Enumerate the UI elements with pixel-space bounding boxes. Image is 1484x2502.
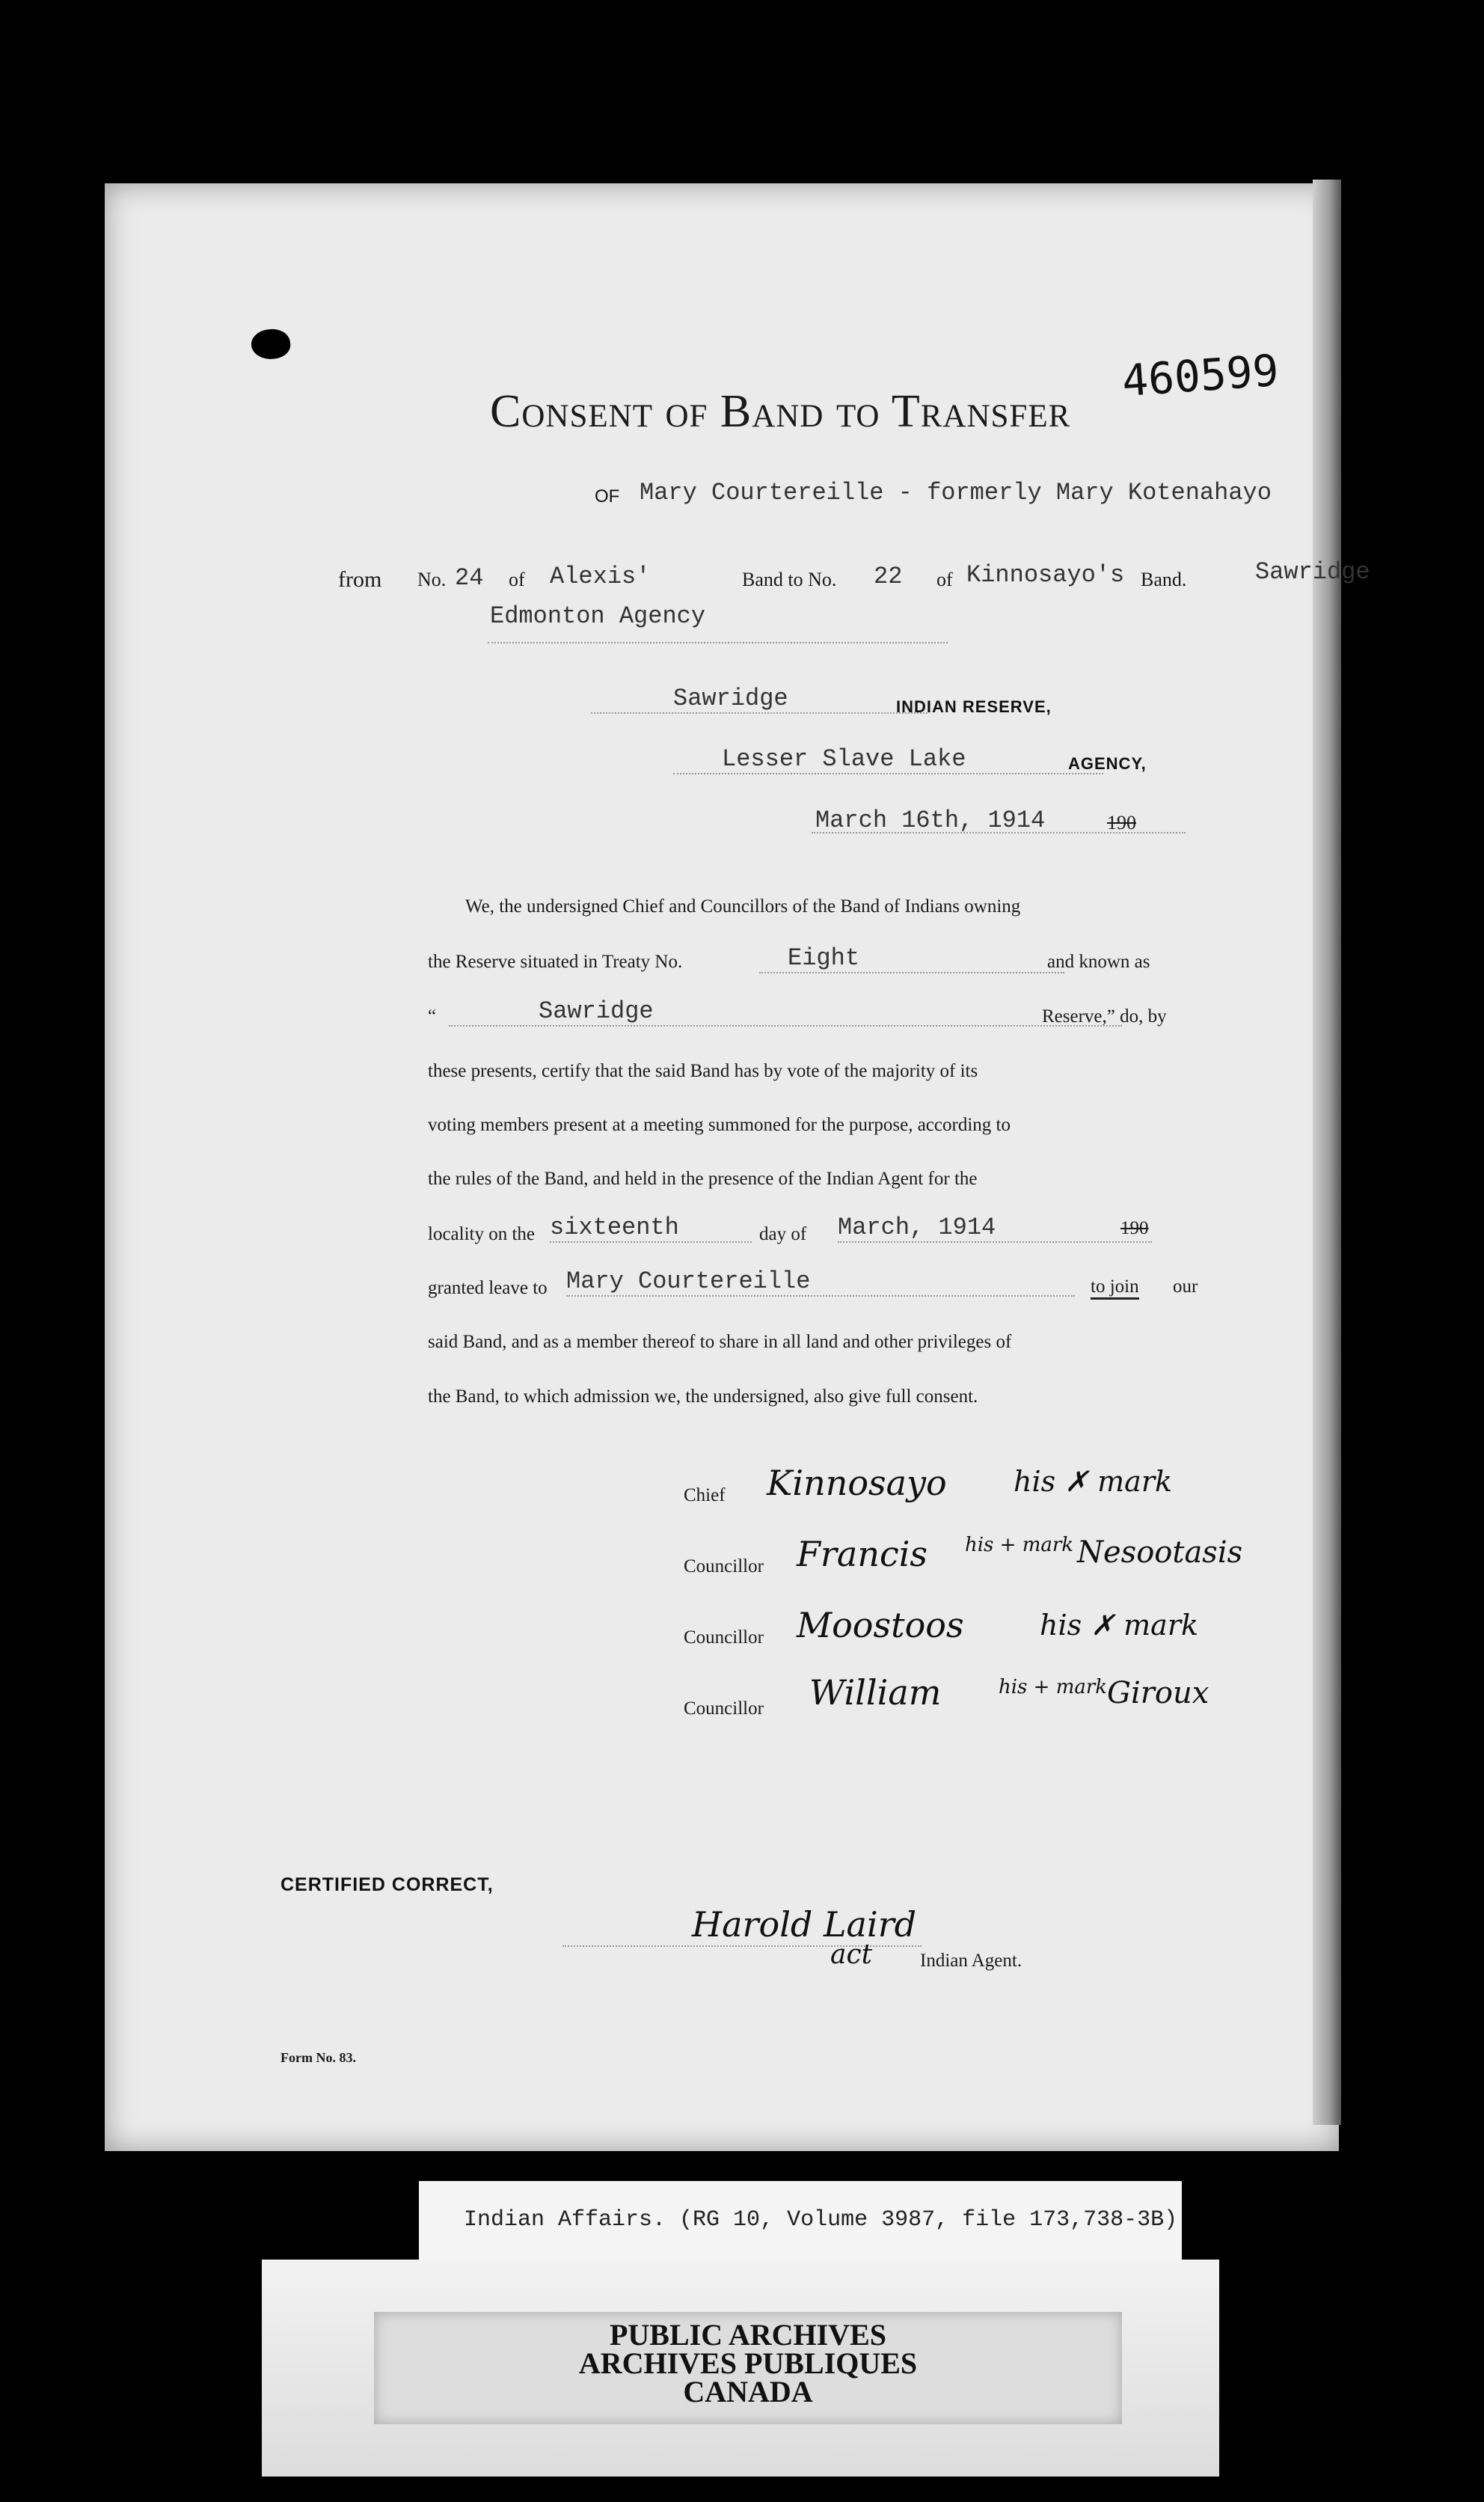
to-extra: Sawridge: [1255, 558, 1370, 586]
sig-role-chief: Chief: [684, 1485, 726, 1505]
sig-surname-councillor-3: Giroux: [1107, 1676, 1209, 1710]
file-number: 460599: [1120, 344, 1281, 407]
of-word-2: of: [936, 569, 953, 590]
body-line-2-post: and known as: [1047, 952, 1150, 972]
divider-dots: [488, 642, 948, 643]
meeting-day: sixteenth: [550, 1214, 752, 1243]
reference-label: [419, 2181, 1182, 2263]
document-title: Consent of Band to Transfer: [490, 386, 1071, 437]
of-label: OF: [595, 486, 620, 507]
body-line-6: the rules of the Band, and held in the presence of the Indian Agent for the: [428, 1169, 978, 1189]
from-label: from: [338, 567, 382, 592]
agency-label: AGENCY,: [1068, 754, 1147, 773]
reserve-label: INDIAN RESERVE,: [896, 697, 1052, 716]
from-band: Alexis': [550, 563, 651, 590]
join-text: to join: [1091, 1276, 1139, 1300]
sig-mark-chief: his ✗ mark: [1014, 1465, 1173, 1498]
agency-value: Lesser Slave Lake: [673, 745, 1103, 774]
body-line-7-pre: locality on the: [428, 1224, 536, 1244]
archive-line-2: ARCHIVES PUBLIQUES: [578, 2346, 918, 2380]
reference-text: Indian Affairs. (RG 10, Volume 3987, file 173,738-3B): [464, 2207, 1178, 2233]
archive-stamp: [262, 2260, 1219, 2477]
body-line-8-post: our: [1173, 1276, 1198, 1297]
sig-role-councillor-2: Councillor: [684, 1627, 764, 1648]
agent-signature: Harold Laird: [692, 1904, 917, 1945]
body-line-10: the Band, to which admission we, the undersigned, also give full consent.: [428, 1386, 978, 1407]
date-value: March 16th, 1914: [815, 807, 1046, 834]
sig-mark-councillor-3: his + mark: [999, 1676, 1108, 1698]
body-line-9: said Band, and as a member thereof to share in all land and other privileges of: [428, 1332, 1012, 1352]
agent-label: Indian Agent.: [920, 1951, 1022, 1971]
archive-inner: [374, 2312, 1122, 2424]
archive-line-3: CANADA: [683, 2375, 813, 2408]
sig-mark-councillor-1: his + mark: [965, 1534, 1074, 1556]
sig-name-chief: Kinnosayo: [767, 1463, 947, 1503]
body-line-4: these presents, certify that the said Band has by vote of the majority of its: [428, 1061, 978, 1081]
body-line-3-post: Reserve,” do, by: [1042, 1006, 1167, 1027]
sig-name-councillor-2: Moostoos: [797, 1605, 964, 1645]
body-line-1: We, the undersigned Chief and Councillors of the Band of Indians owning: [465, 896, 1021, 917]
reserve-value: Sawridge: [591, 685, 927, 714]
sig-role-councillor-1: Councillor: [684, 1556, 764, 1576]
of-value: Mary Courtereille - formerly Mary Kotenahayo: [640, 479, 1272, 507]
sig-role-councillor-3: Councillor: [684, 1698, 764, 1719]
to-no: 22: [874, 563, 903, 590]
meeting-suffix: 190: [1120, 1218, 1149, 1238]
from-agency: Edmonton Agency: [490, 602, 706, 630]
date-dots: [812, 832, 1186, 834]
sig-name-councillor-1: Francis: [797, 1534, 928, 1574]
granted-to: Mary Courtereille: [566, 1267, 1075, 1297]
date-suffix: 190: [1107, 812, 1136, 834]
reserve-name: Sawridge: [449, 997, 1122, 1027]
archive-line-1: PUBLIC ARCHIVES: [609, 2318, 887, 2352]
meeting-month: March, 1914: [838, 1214, 1152, 1243]
page-edge: [1313, 180, 1341, 2125]
form-number: Form No. 83.: [280, 2050, 356, 2065]
sig-name-councillor-3: William: [809, 1672, 942, 1713]
treaty-no: Eight: [759, 944, 1064, 973]
sig-mark-councillor-2: his ✗ mark: [1040, 1609, 1199, 1642]
to-band: Kinnosayo's: [966, 561, 1125, 589]
from-no: 24: [455, 564, 484, 592]
body-line-2-pre: the Reserve situated in Treaty No.: [428, 952, 683, 972]
from-no-label: No.: [417, 569, 447, 590]
of-word: of: [509, 569, 525, 590]
agent-prefix: act: [830, 1939, 873, 1970]
body-line-5: voting members present at a meeting summoned for the purpose, according to: [428, 1115, 1011, 1135]
body-line-8-pre: granted leave to: [428, 1278, 548, 1298]
body-line-3-pre: “: [428, 1006, 437, 1027]
band-to-label: Band to No.: [742, 569, 837, 590]
body-line-7-mid: day of: [759, 1224, 807, 1244]
band-label: Band.: [1141, 569, 1187, 590]
sig-surname-councillor-1: Nesootasis: [1077, 1535, 1243, 1570]
certified-label: CERTIFIED CORRECT,: [280, 1874, 494, 1895]
